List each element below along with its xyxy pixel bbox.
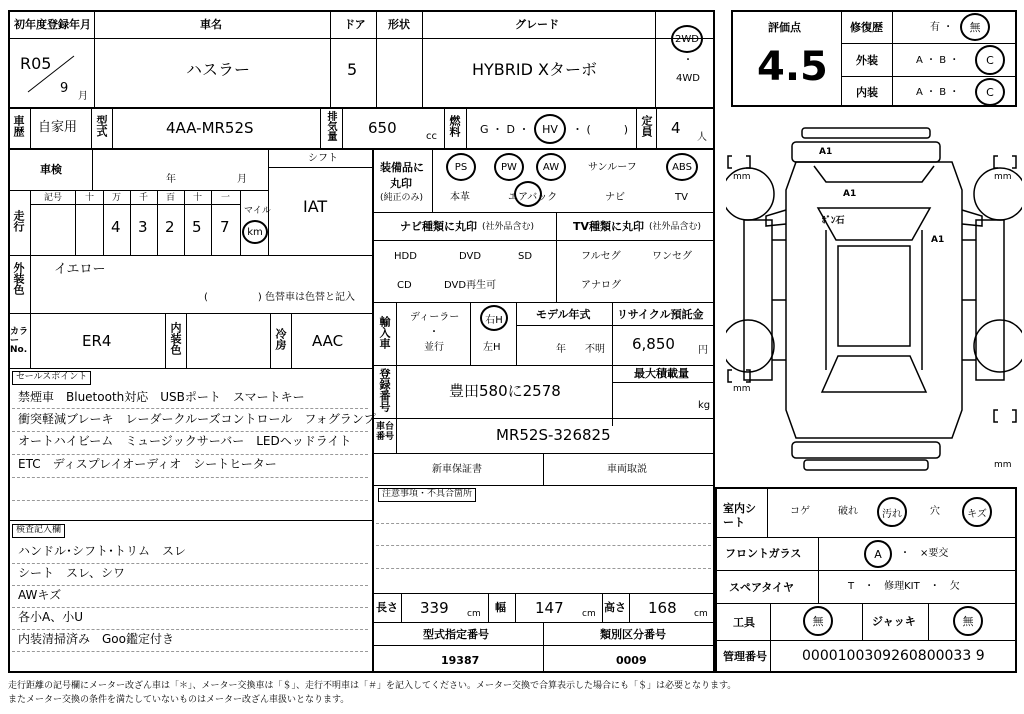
equip-aw-circle: AW <box>536 153 566 181</box>
height-value: 168 <box>648 599 677 617</box>
color-no-label: カラーNo. <box>10 327 29 355</box>
inspector-line-1: シート スレ、シワ <box>18 566 126 580</box>
interior-color-label: 内装色 <box>169 322 182 355</box>
type-designation-label: 型式指定番号 <box>423 628 489 641</box>
repair-option: 有 ・ <box>930 22 954 33</box>
model-year-year: 年 <box>556 344 566 355</box>
manual-label: 車両取説 <box>607 464 647 475</box>
chassis-value: MR52S-326825 <box>496 426 611 444</box>
sales-line-1: 衝突軽減ブレーキ レーダークルーズコントロール フォグランプ <box>18 412 376 426</box>
import-parallel: 並行 <box>424 342 444 353</box>
windshield-selected-circle: A <box>864 540 892 568</box>
mileage-digit-2: 3 <box>138 218 148 236</box>
warranty-label: 新車保証書 <box>432 464 482 475</box>
equip-pw-circle: PW <box>494 153 524 181</box>
grade-label: グレード <box>515 18 559 31</box>
exterior-options: A ・ B ・ <box>916 55 960 66</box>
import-left: 左H <box>483 342 501 353</box>
first-reg-month: 9 <box>60 81 69 96</box>
damage-mark-side: A1 <box>931 235 945 245</box>
type-designation-value: 19387 <box>441 654 480 667</box>
km-circle: km <box>242 220 268 244</box>
length-unit: cm <box>467 609 481 619</box>
interior-selected-circle: C <box>975 78 1005 106</box>
capacity-label: 定員 <box>640 115 653 137</box>
repair-label: 修復歴 <box>850 21 883 34</box>
spare-label: スペアタイヤ <box>729 581 795 594</box>
notes-label: 注意事項・不具合箇所 <box>378 488 476 502</box>
recycle-unit: 円 <box>698 345 708 356</box>
shift-value: IAT <box>303 197 328 216</box>
digit-header-3: 百 <box>166 193 176 203</box>
class-label: 類別区分番号 <box>600 628 666 641</box>
inspector-line-0: ハンドル･シフト･トリム スレ <box>18 544 187 558</box>
height-unit: cm <box>694 609 708 619</box>
digit-header-4: 十 <box>193 193 203 203</box>
nav-dvd-play: DVD再生可 <box>444 280 497 291</box>
registration-label: 登録番号 <box>378 368 391 412</box>
tv-oneseg: ワンセグ <box>652 251 692 262</box>
nav-header: ナビ種類に丸印 <box>400 220 477 233</box>
fuel-options: G ・ D ・ <box>480 123 530 136</box>
shaken-label: 車検 <box>40 163 62 176</box>
mgmt-label: 管理番号 <box>723 650 767 663</box>
exterior-label: 外装 <box>856 54 878 67</box>
max-load-label: 最大積載量 <box>634 367 689 380</box>
spare-options: T ・ 修理KIT ・ 欠 <box>848 581 960 592</box>
score-value: 4.5 <box>757 44 828 90</box>
sales-line-0: 禁煙車 Bluetooth対応 USBポート スマートキー <box>18 390 305 404</box>
digit-header-5: 一 <box>221 193 231 203</box>
tv-analog: アナログ <box>581 280 621 291</box>
footer-line-2: またメーター交換の条件を満たしていないものはメーター改ざん車扱いとなります。 <box>8 695 350 705</box>
shaken-month: 月 <box>237 174 247 185</box>
nav-header-sub: (社外品含む) <box>482 222 535 232</box>
mgmt-value: 0000100309260800033 9 <box>802 648 985 664</box>
equip-nav: ナビ <box>605 192 625 203</box>
equip-label-1: 装備品に <box>380 161 424 174</box>
inspector-label: 検査記入欄 <box>12 524 65 538</box>
sales-label: セールスポイント <box>12 371 91 385</box>
inspector-line-2: AWキズ <box>18 588 62 602</box>
nav-dvd: DVD <box>459 251 482 262</box>
symbol-label: 記号 <box>44 193 63 203</box>
mileage-digit-4: 5 <box>192 218 202 236</box>
first-reg-slash <box>22 50 82 98</box>
equip-label-2: 丸印 <box>390 177 412 190</box>
width-label: 幅 <box>495 601 506 614</box>
interior-options: A ・ B ・ <box>916 87 960 98</box>
seat-label: 室内シート <box>723 502 756 530</box>
exterior-color-value: イエロー <box>54 262 106 277</box>
windshield-label: フロントガラス <box>725 547 802 560</box>
nav-sd: SD <box>518 251 533 262</box>
ac-value: AAC <box>312 332 344 350</box>
mileage-digit-1: 4 <box>111 218 121 236</box>
import-dealer: ディーラー <box>410 312 460 323</box>
jack-selected-circle: 無 <box>953 606 983 636</box>
seat-option-hole: 穴 <box>930 506 940 517</box>
import-right-circle: 右H <box>480 305 508 331</box>
first-reg-label: 初年度登録年月 <box>14 18 91 31</box>
fuel-hv-circle: HV <box>534 114 566 144</box>
interior-label: 内装 <box>856 86 878 99</box>
color-no-value: ER4 <box>82 332 112 350</box>
nav-hdd: HDD <box>394 251 417 262</box>
footer-line-1: 走行距離の記号欄にメーター改ざん車は「＊」、メーター交換車は「＄」、走行不明車は「＃」を記入してください。メーター交換で合算表示した場合にも「＄」は必要となります。 <box>8 681 737 691</box>
windshield-rest: ・ ×要交 <box>900 548 949 559</box>
inspector-line-3: 各小A、小U <box>18 610 83 624</box>
mileage-digit-5: 7 <box>220 218 230 236</box>
tool-selected-circle: 無 <box>803 606 833 636</box>
color-change-note: ( ) 色替車は色替と記入 <box>204 292 355 303</box>
sales-line-2: オートハイビーム ミュージックサーバー LEDヘッドライト <box>18 434 352 448</box>
mile-label: マイル <box>244 206 271 216</box>
class-value: 0009 <box>616 654 647 667</box>
model-year-label: モデル年式 <box>536 308 591 321</box>
car-diagram <box>726 120 1022 480</box>
door-count: 5 <box>347 60 358 79</box>
diagram-mm-2: mm <box>994 172 1012 182</box>
nav-cd: CD <box>397 280 412 291</box>
drive-2wd-circle: 2WD <box>671 25 703 53</box>
drive-dot: ・ <box>683 55 693 66</box>
equip-abs-circle: ABS <box>666 153 698 181</box>
max-load-unit: kg <box>698 400 711 411</box>
import-label: 輸入車 <box>378 316 391 349</box>
displacement-unit: cc <box>426 131 437 142</box>
jack-label: ジャッキ <box>872 615 916 628</box>
mileage-label: 走行 <box>12 210 25 232</box>
tv-fullseg: フルセグ <box>581 251 621 262</box>
height-label: 高さ <box>604 601 626 614</box>
equip-leather: 本革 <box>450 192 470 203</box>
exterior-color-label: 外装色 <box>12 262 25 295</box>
equip-label-3: (純正のみ) <box>380 193 424 203</box>
history-label: 車歴 <box>12 115 25 137</box>
recycle-value: 6,850 <box>632 335 675 353</box>
drive-4wd: 4WD <box>676 73 700 84</box>
model-value: 4AA-MR52S <box>166 119 254 137</box>
displacement-value: 650 <box>368 119 397 137</box>
repair-selected-circle: 無 <box>960 13 990 41</box>
capacity-unit: 人 <box>697 132 707 143</box>
equip-ps-circle: PS <box>446 153 476 181</box>
grade-value: HYBRID Xターボ <box>472 60 597 79</box>
length-label: 長さ <box>376 601 398 614</box>
exterior-selected-circle: C <box>975 45 1005 75</box>
recycle-label: リサイクル預託金 <box>617 308 704 321</box>
fuel-label: 燃料 <box>448 115 461 137</box>
seat-option-burn: コゲ <box>790 506 810 517</box>
damage-mark-bonnet-stone: ﾎﾞﾝ石 <box>822 216 845 226</box>
width-value: 147 <box>535 599 564 617</box>
mileage-digit-3: 2 <box>165 218 175 236</box>
capacity-value: 4 <box>671 119 681 137</box>
ac-label: 冷房 <box>274 328 287 350</box>
car-name: ハスラー <box>186 60 251 79</box>
digit-header-2: 千 <box>139 193 149 203</box>
shift-label: シフト <box>308 153 338 164</box>
equip-tv: TV <box>675 192 688 203</box>
seat-option-dirt-circle: 汚れ <box>877 497 907 527</box>
first-reg-month-unit: 月 <box>78 91 88 102</box>
diagram-mm-1: mm <box>733 172 751 182</box>
history-value: 自家用 <box>38 120 78 135</box>
shape-label: 形状 <box>388 18 410 31</box>
inspector-line-4: 内装清掃済み Goo鑑定付き <box>18 632 174 646</box>
seat-option-tear: 破れ <box>838 506 858 517</box>
import-dot: ・ <box>429 327 439 338</box>
sales-line-3: ETC ディスプレイオーディオ シートヒーター <box>18 457 277 471</box>
tv-header: TV種類に丸印 <box>573 220 645 233</box>
model-year-unknown: 不明 <box>585 344 605 355</box>
seat-option-scratch-circle: キズ <box>962 497 992 527</box>
header-divider <box>8 107 715 109</box>
fuel-paren: ・ ( ) <box>572 123 629 136</box>
length-value: 339 <box>420 599 449 617</box>
damage-mark-front: A1 <box>819 147 833 157</box>
equip-airbag: エアバック <box>508 192 558 203</box>
tool-label: 工具 <box>733 616 755 629</box>
registration-value: 豊田580に2578 <box>449 382 561 400</box>
damage-mark-hood: A1 <box>843 189 857 199</box>
model-label: 型式 <box>95 115 108 137</box>
diagram-mm-4: mm <box>994 460 1012 470</box>
first-reg-year: R05 <box>20 54 52 73</box>
tv-header-sub: (社外品含む) <box>649 222 702 232</box>
displacement-label: 排気量 <box>325 111 336 141</box>
score-label: 評価点 <box>768 21 801 34</box>
equip-sunroof: サンルーフ <box>588 162 637 173</box>
width-unit: cm <box>582 609 596 619</box>
digit-header-1: 万 <box>112 193 122 203</box>
door-label: ドア <box>344 18 366 31</box>
car-name-label: 車名 <box>200 18 222 31</box>
diagram-mm-3: mm <box>733 384 751 394</box>
digit-header-0: 十 <box>85 193 95 203</box>
chassis-label: 車台番号 <box>376 422 395 443</box>
shaken-year: 年 <box>166 174 176 185</box>
